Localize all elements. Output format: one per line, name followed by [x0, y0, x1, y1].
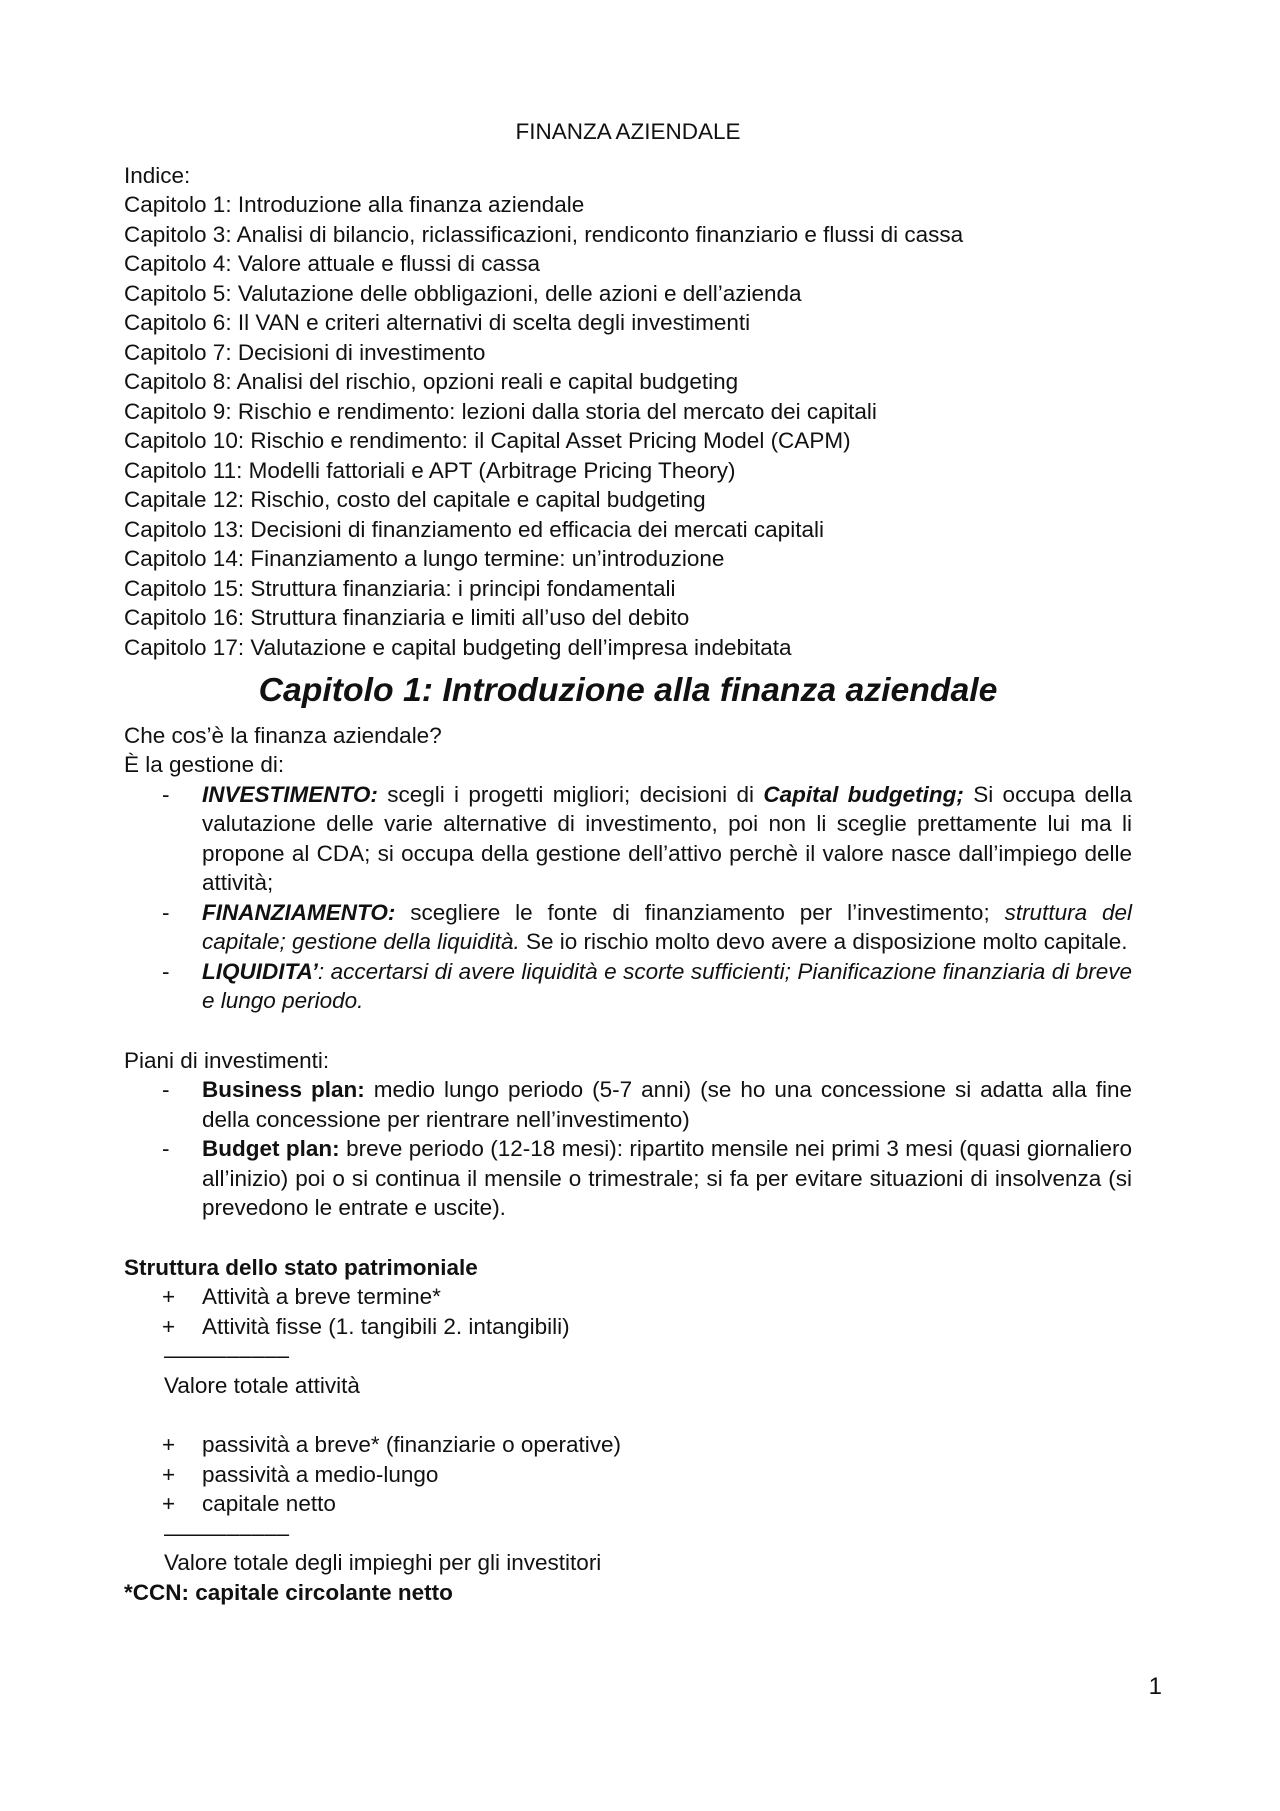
list-item-budget-plan [124, 1134, 1132, 1223]
toc-item: Capitolo 4: Valore attuale e flussi di cassa [124, 251, 541, 276]
term-business-plan: Business plan: [202, 1077, 365, 1102]
attivita-item: Attività a breve termine* [202, 1284, 441, 1309]
toc-item: Capitolo 3: Analisi di bilancio, riclassificazioni, rendiconto finanziario e flussi di cassa [124, 221, 964, 247]
intro-text: È la gestione di: [124, 752, 285, 777]
total-impieghi: Valore totale degli impieghi per gli investitori [164, 1550, 602, 1575]
toc-item: Capitolo 11: Modelli fattoriali e APT (Arbitrage Pricing Theory) [124, 457, 736, 483]
business-plan-text: medio lungo periodo (5-7 anni) (se ho una concessione si adatta alla fine della concessione per rientrare nell’investimento) [202, 1077, 1132, 1132]
dash-marker: - [162, 899, 170, 925]
spacer [124, 1016, 1132, 1046]
plans-list [124, 1075, 1132, 1223]
toc-item: Capitolo 15: Struttura finanziaria: i principi fondamentali [124, 575, 676, 601]
total-attivita: Valore totale attività [164, 1372, 360, 1398]
list-item-investimento [124, 780, 1132, 898]
piani-label: Piani di investimenti: [124, 1047, 330, 1073]
list-item [124, 1489, 1132, 1519]
chapter-heading: Capitolo 1: Introduzione alla finanza aziendale [258, 671, 998, 709]
investimento-text: scegli i progetti migliori; decisioni di [377, 781, 764, 807]
toc-label: Indice: [124, 162, 191, 188]
toc-item: Capitolo 13: Decisioni di finanziamento ed efficacia dei mercati capitali [124, 516, 824, 542]
passivita-list [124, 1430, 1132, 1519]
toc-item: Capitale 12: Rischio, costo del capitale e capital budgeting [124, 487, 706, 512]
page-content [124, 117, 1132, 1607]
plus-marker: + [162, 1284, 176, 1309]
stato-patrimoniale-heading: Struttura dello stato patrimoniale [124, 1254, 478, 1280]
term-investimento: INVESTIMENTO: [202, 781, 378, 807]
finanziamento-text: scegliere le fonte di finanziamento per l’investimento; [395, 899, 1005, 925]
separator-line: –––––––––– [164, 1520, 290, 1546]
term-budget-plan: Budget plan: [202, 1136, 340, 1161]
table-of-contents [124, 161, 1132, 663]
toc-item: Capitolo 16: Struttura finanziaria e limiti all’uso del debito [124, 605, 690, 630]
toc-item: Capitolo 6: Il VAN e criteri alternativi di scelta degli investimenti [124, 310, 751, 335]
capital-budgeting-emphasis: Capital budgeting; [763, 781, 964, 807]
budget-plan-text: breve periodo (12-18 mesi): ripartito mensile nei primi 3 mesi (quasi giornaliero all’inizio) poi o si continua il mensile o trimestrale; si fa per evitare situazioni di insolvenza (si prevedono le entrate e uscite). [202, 1136, 1132, 1220]
plus-marker: + [162, 1491, 176, 1516]
liquidita-text: : accertarsi di avere liquidità e scorte sufficienti; Pianificazione finanziaria di breve e lungo periodo. [202, 958, 1132, 1013]
page-number: 1 [1148, 1673, 1162, 1700]
dash-marker: - [162, 1136, 170, 1161]
finanziamento-text-cont: Se io rischio molto devo avere a disposizione molto capitale. [519, 929, 1128, 954]
spacer [124, 1400, 1132, 1430]
attivita-list [124, 1282, 1132, 1341]
attivita-item: Attività fisse (1. tangibili 2. intangibili) [202, 1313, 570, 1339]
passivita-item: passività a breve* (finanziarie o operative) [202, 1432, 621, 1457]
question-text: Che cos’è la finanza aziendale? [124, 722, 442, 748]
passivita-item: capitale netto [202, 1491, 336, 1516]
passivita-item: passività a medio-lungo [202, 1461, 439, 1487]
toc-item: Capitolo 8: Analisi del rischio, opzioni reali e capital budgeting [124, 369, 739, 394]
plus-marker: + [162, 1461, 176, 1487]
toc-item: Capitolo 1: Introduzione alla finanza aziendale [124, 192, 585, 217]
list-item [124, 1460, 1132, 1490]
toc-item: Capitolo 17: Valutazione e capital budgeting dell’impresa indebitata [124, 634, 792, 660]
list-item [124, 1282, 1132, 1312]
toc-item: Capitolo 7: Decisioni di investimento [124, 339, 486, 365]
list-item-finanziamento [124, 898, 1132, 957]
dash-marker: - [162, 1077, 170, 1102]
footnote: *CCN: capitale circolante netto [124, 1579, 453, 1605]
toc-item: Capitolo 9: Rischio e rendimento: lezioni dalla storia del mercato dei capitali [124, 398, 877, 424]
struttura-emphasis: struttura del capitale; gestione della liquidità. [202, 899, 1132, 954]
plus-marker: + [162, 1432, 176, 1457]
dash-marker: - [162, 958, 170, 984]
term-finanziamento: FINANZIAMENTO: [202, 899, 396, 925]
separator-line: –––––––––– [164, 1343, 290, 1368]
list-item [124, 1312, 1132, 1342]
toc-item: Capitolo 5: Valutazione delle obbligazioni, delle azioni e dell’azienda [124, 280, 802, 306]
list-item-liquidita [124, 957, 1132, 1016]
document-title: FINANZA AZIENDALE [515, 119, 741, 144]
investimento-text-cont: Si occupa della valutazione delle varie alternative di investimento, poi non li sceglie prettamente lui ma li propone al CDA; si occupa della gestione dell’attivo perchè il valore nasce dall’impiego delle attività; [202, 781, 1132, 895]
toc-item: Capitolo 10: Rischio e rendimento: il Capital Asset Pricing Model (CAPM) [124, 428, 851, 453]
toc-item: Capitolo 14: Finanziamento a lungo termine: un’introduzione [124, 546, 725, 571]
spacer [124, 1223, 1132, 1253]
list-item [124, 1430, 1132, 1460]
term-liquidita: LIQUIDITA’ [202, 958, 318, 984]
dash-marker: - [162, 781, 170, 807]
plus-marker: + [162, 1313, 176, 1339]
management-areas-list [124, 780, 1132, 1016]
list-item-business-plan [124, 1075, 1132, 1134]
